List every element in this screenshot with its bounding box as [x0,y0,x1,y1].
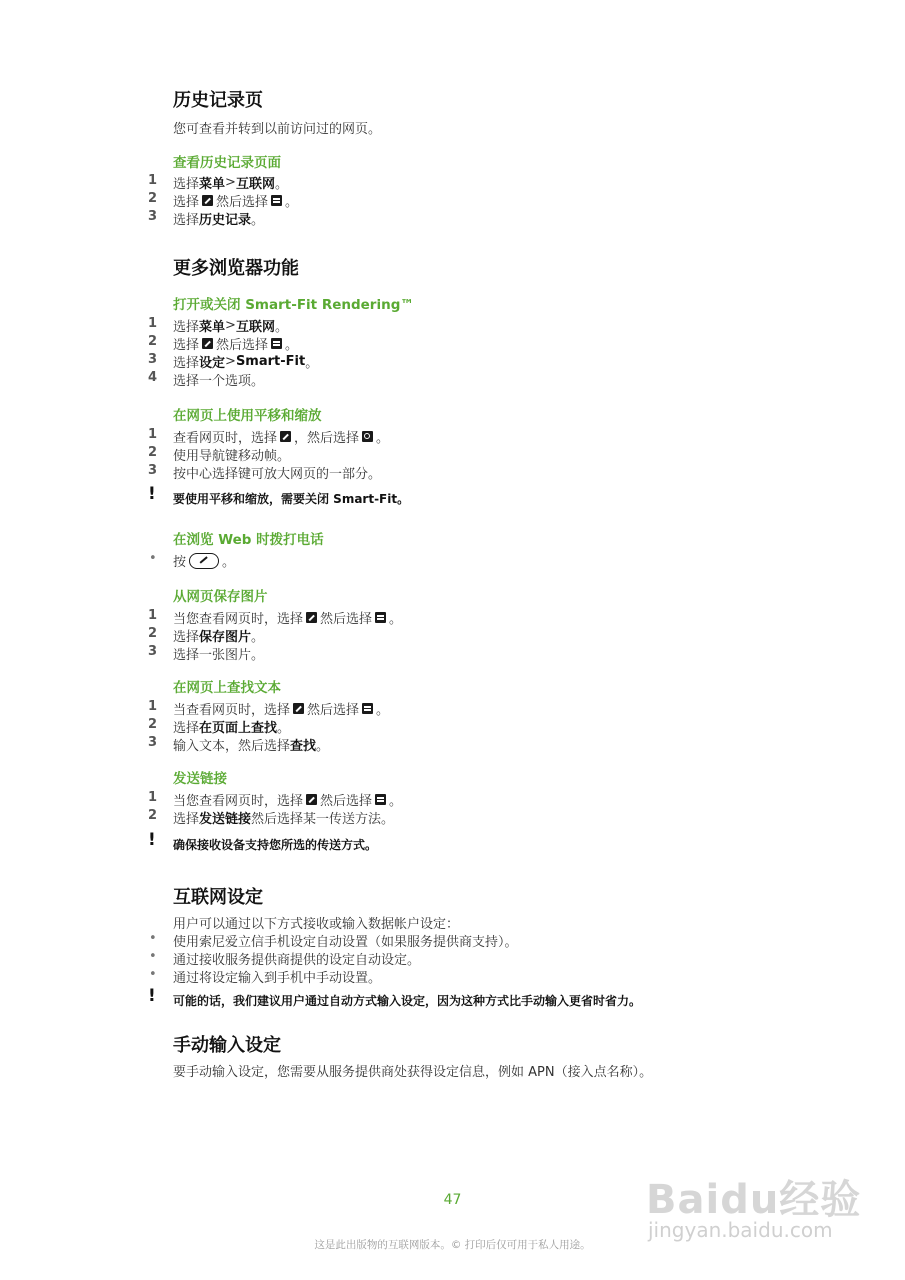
heading-manual-settings: 手动输入设定 [173,1035,281,1056]
text: 选择 [173,213,200,228]
step-number: 3 [148,735,158,750]
step-number: 2 [148,808,158,823]
step-text [173,173,288,192]
subheading-pan-zoom: 在网页上使用平移和缩放 [173,408,322,424]
text: 。 [389,794,403,809]
save-image-term: 保存图片 [199,630,252,645]
step-number: 2 [148,191,158,206]
text: > [225,354,236,369]
text: 。 [376,703,390,718]
text: 然后选择 [320,612,373,627]
step-number: 1 [148,427,158,442]
step-number: 2 [148,334,158,349]
text: 然后选择 [320,794,373,809]
step-text [173,316,288,335]
text: 。 [305,356,319,371]
step-number: 4 [148,370,158,385]
text: 然后选择 [307,703,360,718]
text: 。 [277,721,291,736]
text: 。 [316,739,330,754]
heading-history: 历史记录页 [173,90,263,111]
bullet: • [149,967,157,982]
text: 当查看网页时，选择 [173,703,291,718]
menu-icon [271,338,282,349]
step-text [173,699,389,718]
menu-term: 菜单 [199,177,226,192]
pen-icon [293,703,304,714]
menu-icon [375,612,386,623]
smart-fit-term: Smart-Fit [235,354,306,369]
menu-icon [375,794,386,805]
history-term: 历史记录 [199,213,252,228]
text: 然后选择 [216,338,269,353]
send-link-term: 发送链接 [199,812,252,827]
step-number: 2 [148,445,158,460]
pen-icon [306,612,317,623]
text: 当您查看网页时，选择 [173,794,304,809]
page-number: 47 [443,1192,462,1208]
settings-desc: 用户可以通过以下方式接收或输入数据帐户设定： [173,917,460,932]
step-number: 1 [148,699,158,714]
menu-icon [362,703,373,714]
pen-icon [306,794,317,805]
step-text [173,717,290,736]
step-text: 选择一张图片。 [173,648,265,663]
step-number: 3 [148,463,158,478]
step-text: 选择一个选项。 [173,374,265,389]
call-key-icon [189,553,219,569]
text: ，然后选择 [294,431,360,446]
note-text: 确保接收设备支持您所选的传送方式。 [173,838,378,852]
step-number: 1 [148,316,158,331]
text: 然后选择某一传送方法。 [251,812,395,827]
text: 当您查看网页时，选择 [173,612,304,627]
step-text [173,551,235,570]
text: 。 [376,431,390,446]
step-number: 3 [148,209,158,224]
menu-icon [271,195,282,206]
subheading-find-text: 在网页上查找文本 [173,680,281,696]
text: 然后选择 [216,195,269,210]
heading-internet-settings: 互联网设定 [173,887,263,908]
text: 。 [285,195,299,210]
find-term: 查找 [290,739,317,754]
text: 。 [274,320,288,335]
list-item: 通过接收服务提供商提供的设定自动设定。 [173,953,421,968]
text: 查看网页时，选择 [173,431,278,446]
internet-term: 互联网 [235,320,275,335]
pen-icon [280,431,291,442]
note-text: 要使用平移和缩放，需要关闭 Smart-Fit。 [173,492,410,506]
text: 选择 [173,177,200,192]
step-text [173,608,402,627]
text: 。 [222,555,236,570]
text: 选择 [173,721,200,736]
pen-icon [202,195,213,206]
zoom-icon [362,431,373,442]
text: 。 [285,338,299,353]
text: 选择 [173,812,200,827]
text: 。 [251,213,265,228]
step-text [173,808,394,827]
step-text: 按中心选择键可放大网页的一部分。 [173,467,382,482]
text: 选择 [173,356,200,371]
list-item: 通过将设定输入到手机中手动设置。 [173,971,382,986]
manual-settings-desc: 要手动输入设定，您需要从服务提供商处获得设定信息，例如 APN（接入点名称）。 [173,1065,653,1080]
step-text: 使用导航键移动帧。 [173,449,291,464]
pen-icon [202,338,213,349]
subheading-send-link: 发送链接 [173,771,227,787]
step-text [173,790,402,809]
bullet: • [149,931,157,946]
step-text [173,334,298,353]
text: 选择 [173,320,200,335]
step-number: 1 [148,173,158,188]
note-icon: ! [148,484,156,504]
internet-term: 互联网 [235,177,275,192]
text: 。 [251,630,265,645]
text: 。 [389,612,403,627]
footer-note: 这是此出版物的互联网版本。© 打印后仅可用于私人用途。 [314,1239,591,1251]
step-number: 2 [148,717,158,732]
step-number: 1 [148,790,158,805]
find-on-page-term: 在页面上查找 [199,721,278,736]
subheading-smart-fit: 打开或关闭 Smart-Fit Rendering™ [173,297,414,313]
text: 选择 [173,338,200,353]
step-text [173,626,264,645]
step-number: 1 [148,608,158,623]
step-text [173,427,389,446]
step-text [173,191,298,210]
subheading-call-while-browsing: 在浏览 Web 时拨打电话 [173,532,324,548]
history-desc: 您可查看并转到以前访问过的网页。 [173,122,382,137]
note-text: 可能的话，我们建议用户通过自动方式输入设定，因为这种方式比手动输入更省时省力。 [173,994,642,1008]
subheading-view-history: 查看历史记录页面 [173,155,281,171]
text: > [225,318,236,333]
heading-more-browser-features: 更多浏览器功能 [173,258,299,279]
bullet: • [149,949,157,964]
text: 。 [274,177,288,192]
text: 选择 [173,195,200,210]
text: > [225,175,236,190]
step-number: 3 [148,644,158,659]
note-icon: ! [148,986,156,1006]
subheading-save-image: 从网页保存图片 [173,589,268,605]
text: 按 [173,555,187,570]
text: 输入文本，然后选择 [173,739,291,754]
baidu-watermark-url: jingyan.baidu.com [648,1218,833,1242]
settings-term: 设定 [199,356,226,371]
baidu-watermark-logo: Baidu经验 [646,1177,862,1223]
step-text [173,209,264,228]
step-text [173,352,318,371]
bullet: • [149,551,157,566]
step-text [173,735,329,754]
text: 选择 [173,630,200,645]
note-icon: ! [148,830,156,850]
list-item: 使用索尼爱立信手机设定自动设置（如果服务提供商支持）。 [173,935,518,950]
step-number: 3 [148,352,158,367]
step-number: 2 [148,626,158,641]
menu-term: 菜单 [199,320,226,335]
